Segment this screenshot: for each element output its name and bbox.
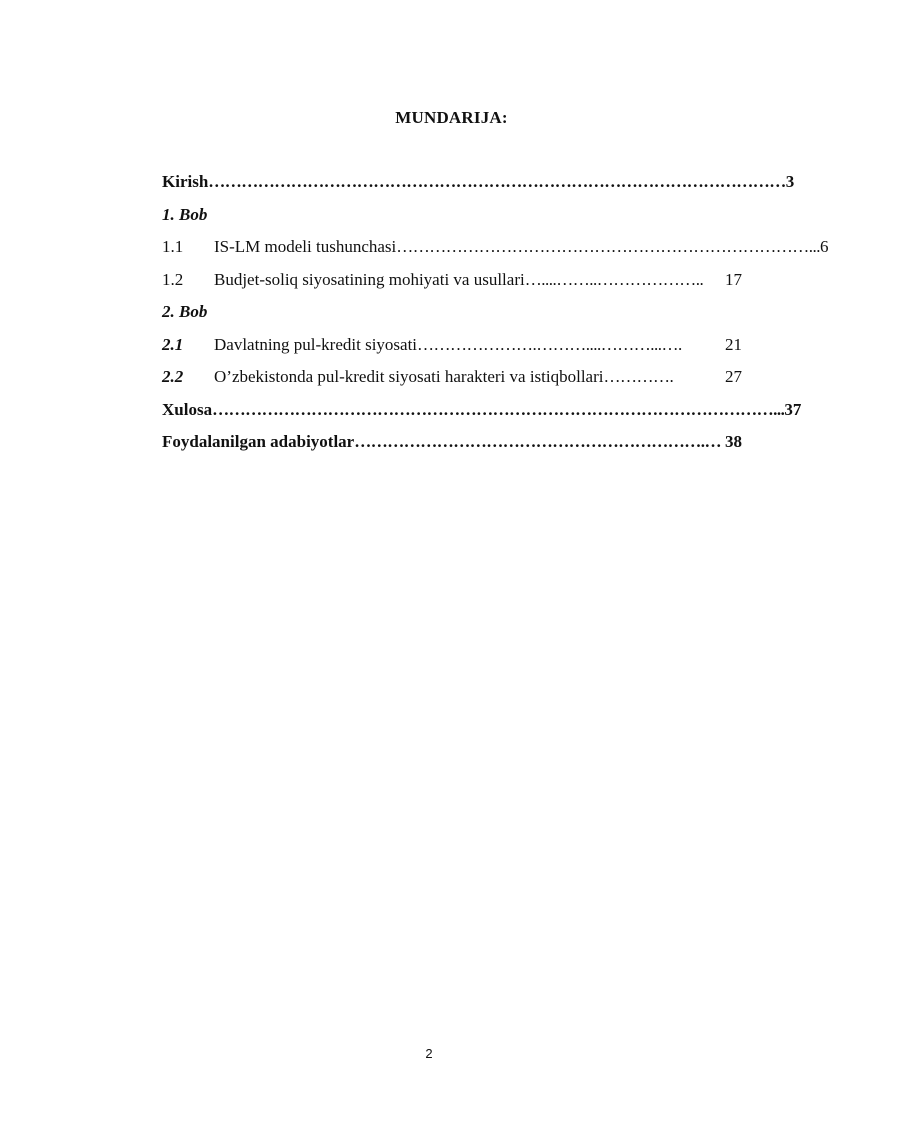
toc-entry-1-1[interactable] <box>162 237 829 270</box>
toc-leader-dots: ………………….………....………...…. <box>417 334 682 354</box>
toc-entry-xulosa[interactable] <box>162 399 802 433</box>
toc-entry-1-2[interactable] <box>162 270 742 303</box>
toc-entry-2-1[interactable] <box>162 335 742 368</box>
toc-page-number: 3 <box>785 172 795 191</box>
toc-section-number: 1.2 <box>162 269 184 289</box>
toc-entry-label: Davlatning pul-kredit siyosati <box>214 334 418 354</box>
toc-entry-label: O’zbekistonda pul-kredit siyosati harakteri va istiqbollari <box>214 367 604 386</box>
toc-entry-2-2[interactable] <box>162 367 742 400</box>
toc-entry-label: Foydalanilgan adabiyotlar <box>162 432 355 451</box>
toc-entry-adabiyotlar[interactable] <box>162 432 742 465</box>
toc-leader-dots: …....……..……………….. <box>524 269 704 289</box>
toc-leader-dots: …………………………………………………………………………………………… <box>208 172 786 191</box>
page-title: MUNDARIJA: <box>395 108 508 127</box>
page-footer-number: 2 <box>425 1046 433 1061</box>
chapter-heading-label: 2. Bob <box>162 302 208 321</box>
table-of-contents <box>162 172 829 465</box>
toc-section-number: 2.2 <box>162 367 184 386</box>
toc-entry-label: Kirish <box>162 172 209 191</box>
toc-page-number: 27 <box>725 367 742 386</box>
chapter-heading-label: 1. Bob <box>162 204 208 224</box>
toc-leader-dots: …………………………………………………………………... <box>396 237 821 256</box>
toc-section-number: 2.1 <box>162 334 184 354</box>
toc-leader-dots: ……………………………………………………….… <box>354 432 721 451</box>
toc-page-number: 37 <box>784 399 802 419</box>
toc-section-number: 1.1 <box>162 237 184 256</box>
toc-entry-label: Xulosa <box>162 399 213 419</box>
toc-entry-kirish[interactable] <box>162 172 795 205</box>
toc-leader-dots: …………………………………………………………………………………………... <box>212 399 785 419</box>
toc-page-number: 17 <box>725 269 742 289</box>
toc-chapter-1-heading <box>162 205 742 238</box>
toc-page-number: 38 <box>725 432 742 451</box>
toc-entry-label: IS-LM modeli tushunchasi <box>214 237 397 256</box>
toc-leader-dots: …………. <box>603 367 674 386</box>
toc-page-number: 21 <box>725 334 742 354</box>
toc-chapter-2-heading <box>162 302 742 335</box>
toc-page-number: 6 <box>820 237 829 256</box>
toc-entry-label: Budjet-soliq siyosatining mohiyati va usullari <box>214 269 525 289</box>
